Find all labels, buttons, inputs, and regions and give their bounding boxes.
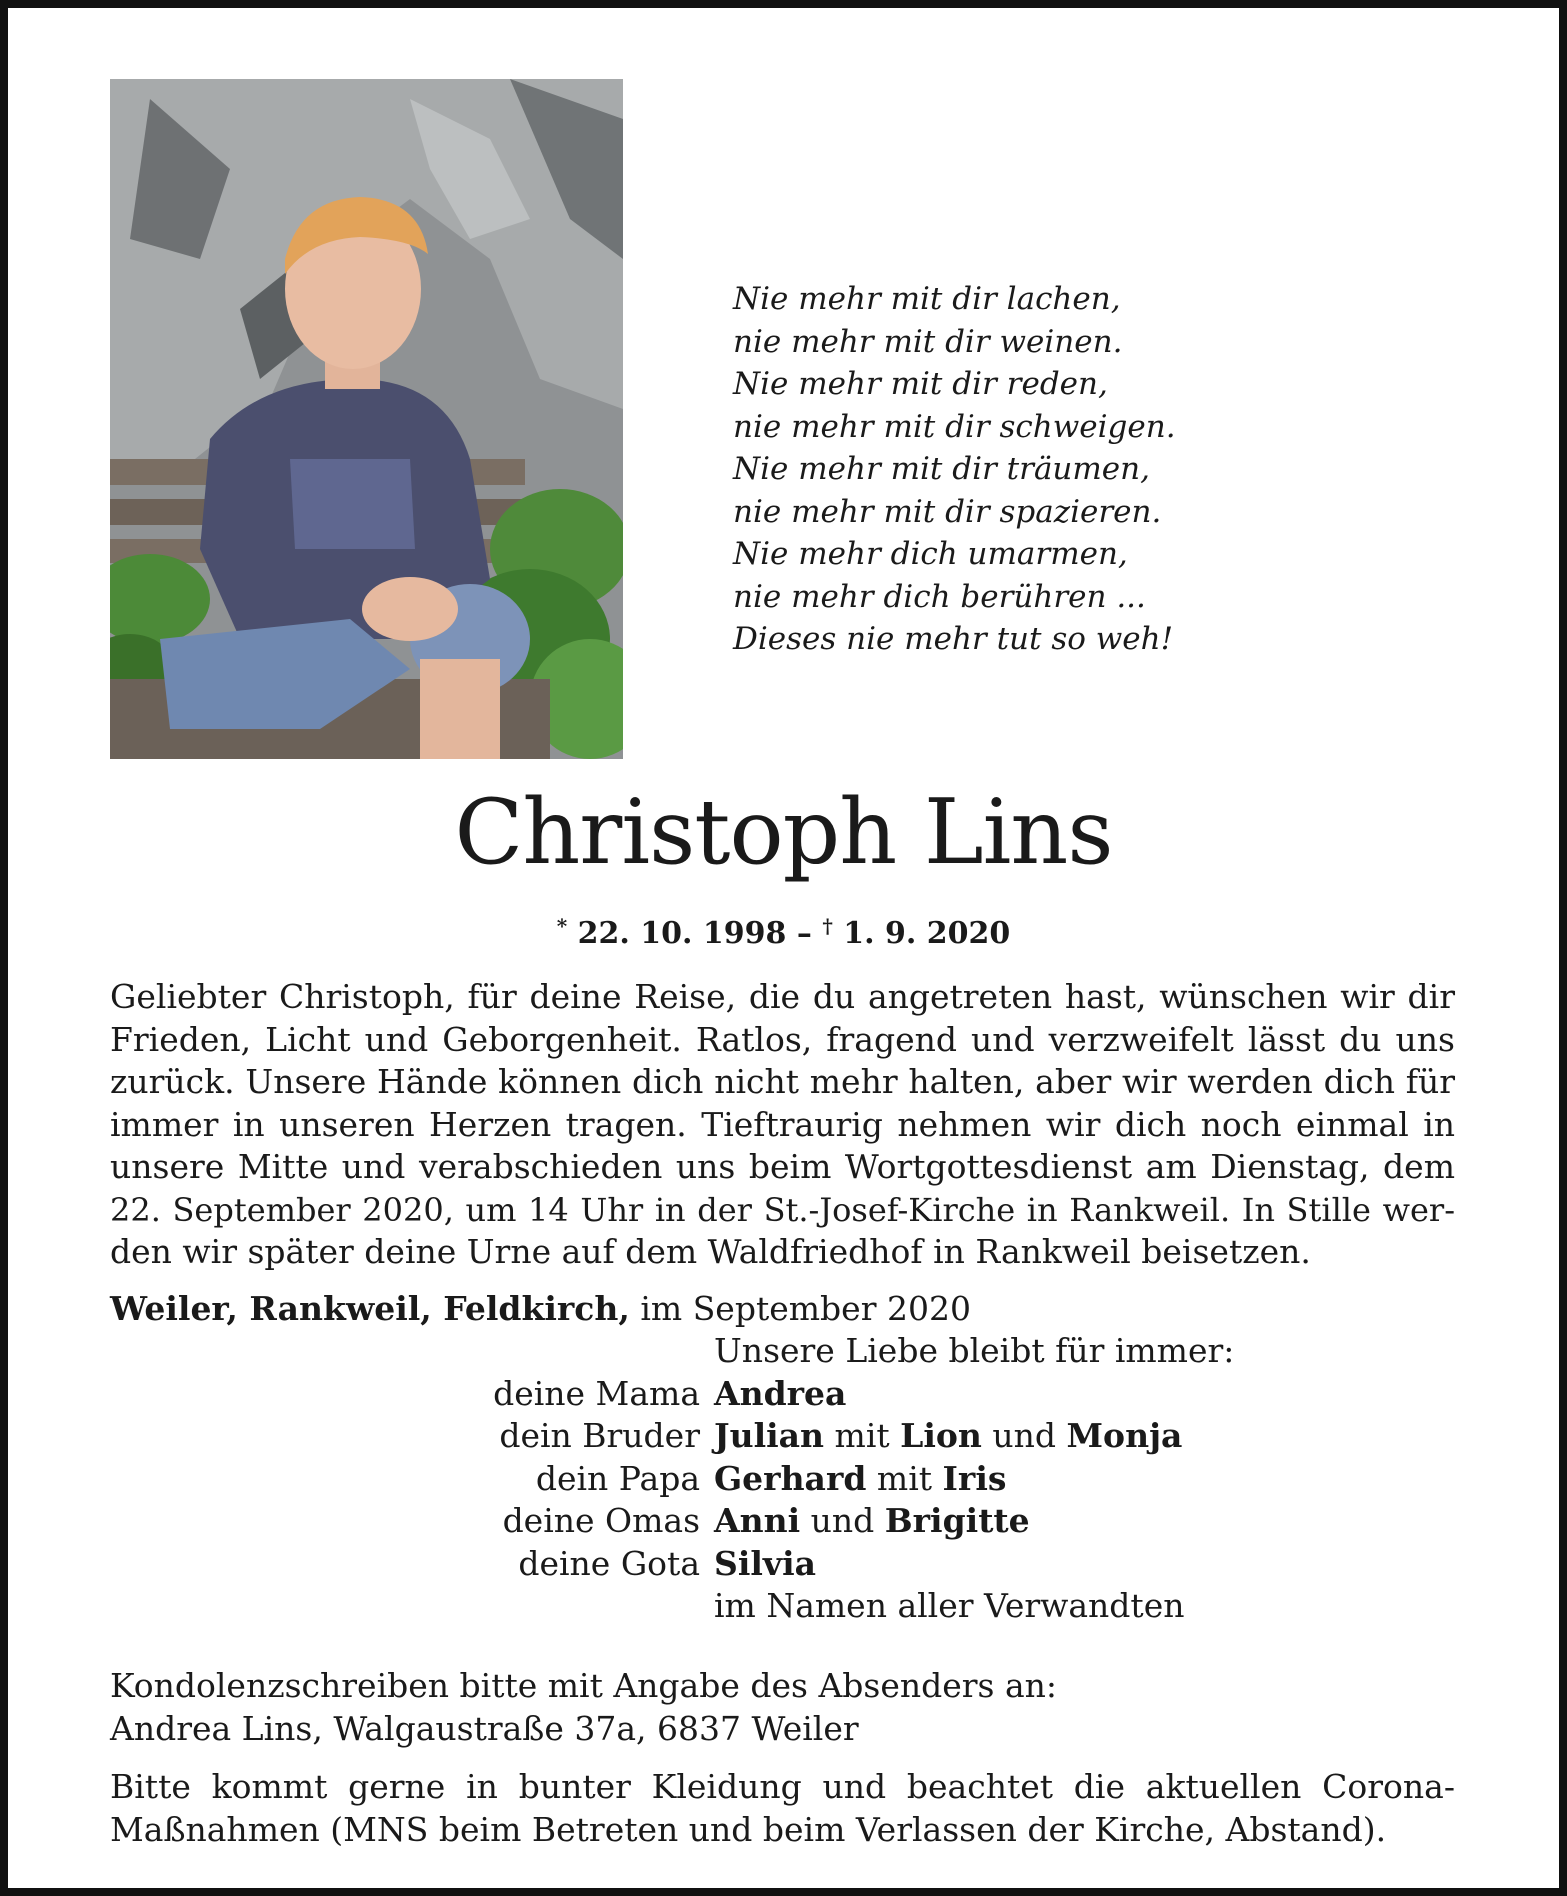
family-relation: dein Papa — [535, 1458, 700, 1498]
family-names — [714, 1500, 1455, 1543]
condolence-address — [110, 1665, 1057, 1750]
family-member-name: Brigitte — [884, 1501, 1030, 1540]
text-line: unsere Mitte und verabschieden uns beim Wortgottesdienst am Dienstag, dem — [110, 1147, 1455, 1186]
text-line: den wir später deine Urne auf dem Waldfriedhof in Rankweil beisetzen. — [110, 1232, 1311, 1271]
name-connector: mit — [866, 1458, 943, 1498]
name-connector: mit — [824, 1416, 901, 1455]
text-line: immer in unseren Herzen tragen. Tieftraurig nehmen wir dich noch einmal in — [110, 1104, 1455, 1144]
poem-line: Nie mehr mit dir lachen, — [733, 281, 1121, 317]
birth-symbol: * — [556, 914, 568, 938]
family-closing: im Namen aller Verwandten — [714, 1586, 1185, 1625]
month-year: im September 2020 — [629, 1289, 971, 1328]
family-names — [714, 1458, 1455, 1501]
note-line: Bitte kommt gerne in bunter Kleidung und beachtet die aktuellen Corona- — [110, 1767, 1455, 1806]
note-line: Maßnahmen (MNS beim Betreten und beim Verlassen der Kirche, Abstand). — [110, 1809, 1387, 1849]
family-names — [714, 1373, 1455, 1416]
name-connector: und — [800, 1501, 885, 1540]
condolence-recipient: Andrea Lins, Walgaustraße 37a, 6837 Weiler — [110, 1708, 859, 1748]
towns: Weiler, Rankweil, Feldkirch, — [110, 1289, 630, 1328]
family-member-name: Iris — [942, 1458, 1007, 1498]
family-member-row — [110, 1500, 1455, 1543]
family-member-name: Lion — [900, 1416, 982, 1455]
family-member-name: Gerhard — [714, 1458, 867, 1498]
family-member-name: Anni — [714, 1501, 801, 1540]
family-member-row — [110, 1458, 1455, 1501]
death-date: 1. 9. 2020 — [843, 916, 1011, 951]
family-relation: deine Omas — [502, 1501, 700, 1540]
family-intro-row — [110, 1330, 1455, 1373]
family-member-row — [110, 1415, 1455, 1458]
family-names — [714, 1415, 1455, 1458]
family-member-row — [110, 1373, 1455, 1416]
poem-line: nie mehr mit dir weinen. — [733, 323, 1123, 360]
portrait-photo — [110, 79, 623, 759]
text-line: Frieden, Licht und Geborgenheit. Ratlos, fragend und verzweifelt lässt du uns — [110, 1019, 1455, 1059]
family-member-name: Silvia — [714, 1543, 816, 1583]
family-intro: Unsere Liebe bleibt für immer: — [714, 1331, 1235, 1370]
family-names — [714, 1543, 1455, 1586]
place-and-date — [110, 1288, 971, 1330]
portrait-illustration — [110, 79, 623, 759]
name-connector: und — [981, 1416, 1067, 1455]
poem — [733, 278, 1253, 661]
text-line: Geliebter Christoph, für deine Reise, die du angetreten hast, wünschen wir dir — [110, 977, 1455, 1016]
poem-line: Nie mehr mit dir träumen, — [733, 451, 1150, 487]
text-line: 22. September 2020, um 14 Uhr in der St.-Josef-Kirche in Rankweil. In Stille wer- — [110, 1190, 1455, 1229]
text-line: zurück. Unsere Hände können dich nicht mehr halten, aber wir werden dich für — [110, 1062, 1455, 1101]
family-member-name: Julian — [714, 1416, 825, 1455]
family-relation: dein Bruder — [499, 1416, 700, 1455]
family-member-name: Monja — [1066, 1416, 1183, 1455]
birth-date: 22. 10. 1998 — [577, 916, 787, 951]
obituary-text — [110, 976, 1455, 1274]
poem-line: nie mehr mit dir schweigen. — [733, 408, 1176, 445]
poem-line: nie mehr mit dir spazieren. — [733, 493, 1162, 530]
family-relation: deine Mama — [493, 1373, 700, 1413]
family-list — [110, 1330, 1455, 1628]
family-relation: deine Gota — [518, 1543, 700, 1583]
death-symbol: † — [822, 914, 833, 938]
poem-line: Nie mehr mit dir reden, — [733, 366, 1108, 402]
condolence-instruction: Kondolenzschreiben bitte mit Angabe des Absenders an: — [110, 1666, 1058, 1705]
family-member-name: Andrea — [714, 1373, 847, 1413]
family-closing-row — [110, 1585, 1455, 1628]
poem-line: Nie mehr dich umarmen, — [733, 536, 1128, 572]
deceased-name: Christoph Lins — [454, 780, 1113, 885]
poem-line: nie mehr dich berühren ... — [733, 578, 1146, 615]
life-dates — [8, 906, 1559, 954]
date-separator: – — [786, 916, 823, 951]
poem-line: Dieses nie mehr tut so weh! — [733, 621, 1174, 657]
family-member-row — [110, 1543, 1455, 1586]
attire-note — [110, 1766, 1455, 1851]
